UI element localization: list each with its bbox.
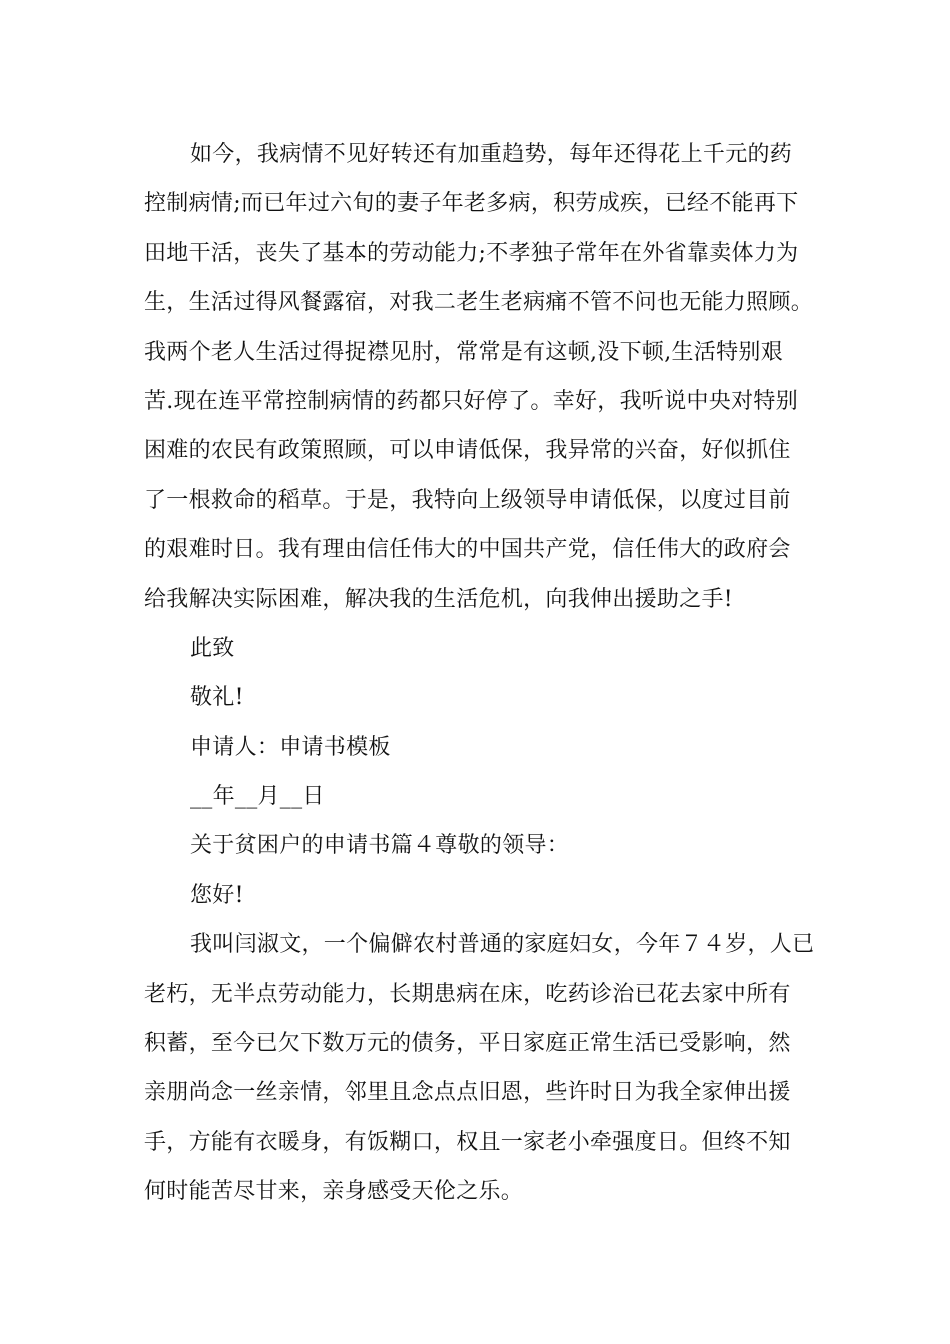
paragraph-line: 积蓄，至今已欠下数万元的债务，平日家庭正常生活已受影响，然 [144, 1031, 791, 1057]
paragraph-line: 生，生活过得风餐露宿，对我二老生老病痛不管不问也无能力照顾。 [144, 290, 814, 316]
paragraph-line: 何时能苦尽甘来，亲身感受天伦之乐。 [144, 1179, 524, 1205]
section-heading: 关于贫困户的申请书篇４尊敬的领导： [190, 833, 570, 859]
paragraph-line: 亲朋尚念一丝亲情，邻里且念点点旧恩，些许时日为我全家伸出援 [144, 1080, 791, 1106]
paragraph-line: 了一根救命的稻草。于是，我特向上级领导申请低保，以度过目前 [144, 487, 791, 513]
paragraph-line: 老朽，无半点劳动能力，长期患病在床，吃药诊治已花去家中所有 [144, 981, 791, 1007]
paragraph-line: 我叫闫淑文，一个偏僻农村普通的家庭妇女，今年７４岁，人已 [190, 932, 815, 958]
paragraph-line: 如今，我病情不见好转还有加重趋势，每年还得花上千元的药 [190, 142, 793, 167]
document-body [144, 130, 820, 1217]
paragraph-line: 困难的农民有政策照顾，可以申请低保，我异常的兴奋，好似抓住 [144, 438, 791, 464]
closing-salutation: 此致 [190, 635, 235, 661]
paragraph-line: 控制病情;而已年过六旬的妻子年老多病，积劳成疾，已经不能再下 [144, 191, 799, 217]
date-line: __年__月__日 [190, 784, 325, 810]
paragraph-line: 苦.现在连平常控制病情的药都只好停了。幸好，我听说中央对特别 [144, 388, 798, 414]
paragraph-line: 田地干活，丧失了基本的劳动能力;不孝独子常年在外省靠卖体力为 [144, 240, 799, 266]
paragraph-line: 的艰难时日。我有理由信任伟大的中国共产党，信任伟大的政府会 [144, 537, 791, 563]
paragraph-line: 给我解决实际困难，解决我的生活危机，向我伸出援助之手! [144, 586, 733, 612]
paragraph-line: 我两个老人生活过得捉襟见肘，常常是有这顿,没下顿,生活特别艰 [144, 339, 783, 365]
applicant-signature: 申请人：申请书模板 [190, 734, 391, 760]
paragraph-line: 手，方能有衣暖身，有饭糊口，权且一家老小牵强度日。但终不知 [144, 1129, 791, 1155]
closing-regards: 敬礼! [190, 685, 244, 711]
greeting: 您好! [190, 882, 244, 908]
